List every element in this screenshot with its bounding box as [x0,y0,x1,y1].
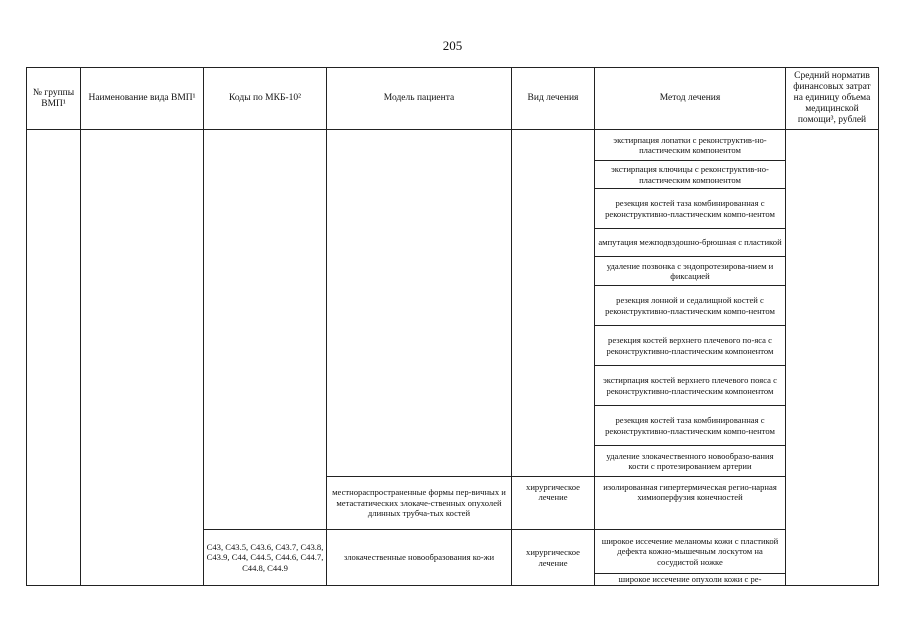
col-border-0 [26,67,27,586]
col-border-2 [203,67,204,586]
header-codes: Коды по МКБ-10² [229,93,301,103]
method-cell: удаление позвонка с эндопротезирова-нием и фиксацией [606,260,774,281]
header-name: Наименование вида ВМП¹ [88,93,196,103]
col-border-6 [785,67,786,586]
col-border-7 [878,67,879,586]
table-bottom-border [26,585,879,586]
row3-codes: C43, C43.5, C43.6, C43.7, C43.8, C43.9, C44, C44.5, C44.6, C44.7, C44.8, C44.9 [206,541,324,573]
method-cell: резекция костей таза комбинированная с реконструктивно-пластическим компо-нентом [605,198,775,219]
method-cell: экстирпация костей верхнего плечевого пояса с реконструктивно-пластическим компонентом [603,375,777,396]
row3-method-2: широкое иссечение опухоли кожи с ре- [618,574,762,584]
col-border-4 [511,67,512,586]
row2-model: местнораспространенные формы пер-вичных и метастатических злокаче-ственных опухолей длинных трубча-тых костей [332,487,506,519]
row3-model: злокачественные новообразования ко-жи [343,552,495,563]
header-group: № группы ВМП¹ [32,87,75,109]
header-treatment-type: Вид лечения [527,93,579,103]
row2-treatment: хирургическое лечение [526,481,580,502]
method-cell: резекция костей таза комбинированная с реконструктивно-пластическим компо-нентом [605,415,775,436]
method-cell: экстирпация ключицы с реконструктив-но-пластическим компонентом [611,164,769,185]
method-cell: экстирпация лопатки с реконструктив-но-пластическим компонентом [613,134,767,155]
method-cell: резекция костей верхнего плечевого по-яса с реконструктивно-пластическим компонентом [606,335,774,356]
header-method: Метод лечения [659,93,721,103]
page-number: 205 [442,38,463,53]
method-cell: резекция лонной и седалищной костей с реконструктивно-пластическим компо-нентом [605,295,775,316]
header-model: Модель пациента [383,93,455,103]
row3-treatment: хирургическое лечение [526,547,580,568]
row2-method: изолированная гипертермическая регио-нарная химиоперфузия конечностей [603,481,777,502]
method-cell: ампутация межподвздошно-брюшная с пластикой [598,237,782,248]
col-border-1 [80,67,81,586]
method-cell: удаление злокачественного новообразо-вания кости с протезированием артерии [606,450,774,471]
row3-method-1: широкое иссечение меланомы кожи с пластикой дефекта кожно-мышечным лоскутом на сосудистой ножке [601,535,779,567]
treatment-table [26,67,879,586]
header-cost: Средний норматив финансовых затрат на единицу объема медицинской помощи³, рублей [793,71,871,125]
